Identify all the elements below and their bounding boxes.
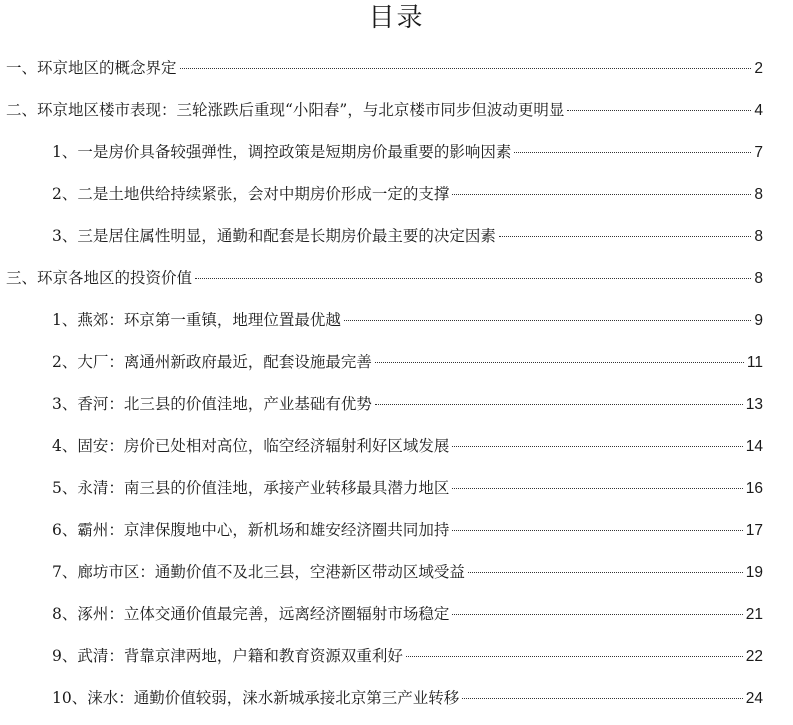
toc-entry-page: 24 — [745, 690, 763, 707]
toc-entry-label: 2、大厂：离通州新政府最近，配套设施最完善 — [52, 353, 372, 371]
toc-entry[interactable] — [6, 58, 763, 79]
toc-entry[interactable] — [52, 520, 763, 541]
toc-entry-page: 19 — [745, 564, 763, 581]
dot-leader — [452, 488, 742, 489]
dot-leader — [567, 110, 751, 111]
toc-entry-page: 17 — [745, 522, 763, 539]
toc-entry-page: 8 — [754, 186, 763, 203]
toc-entry[interactable] — [6, 268, 763, 289]
toc-entry-page: 22 — [745, 648, 763, 665]
toc-entry-label: 2、二是土地供给持续紧张，会对中期房价形成一定的支撑 — [52, 185, 450, 203]
toc-title: 目录 — [368, 3, 425, 33]
dot-leader — [499, 236, 752, 237]
toc-entry[interactable] — [52, 604, 763, 625]
dot-leader — [514, 152, 751, 153]
toc-entry[interactable] — [52, 142, 763, 163]
toc-entry-label: 1、一是房价具备较强弹性，调控政策是短期房价最重要的影响因素 — [52, 143, 512, 161]
toc-entry[interactable] — [52, 184, 763, 205]
dot-leader — [195, 278, 751, 279]
toc-entry[interactable] — [52, 394, 763, 415]
toc-entry-label: 二、环京地区楼市表现：三轮涨跌后重现“小阳春”，与北京楼市同步但波动更明显 — [6, 101, 565, 119]
toc-entry-label: 7、廊坊市区：通勤价值不及北三县，空港新区带动区域受益 — [52, 563, 465, 581]
dot-leader — [375, 362, 744, 363]
dot-leader — [180, 68, 752, 69]
toc-entry-label: 5、永清：南三县的价值洼地，承接产业转移最具潜力地区 — [52, 479, 450, 497]
toc-entry-page: 8 — [754, 228, 763, 245]
toc-entry-page: 2 — [754, 60, 763, 77]
dot-leader — [468, 572, 743, 573]
toc-entry-page: 11 — [746, 354, 763, 371]
toc-entry-page: 9 — [754, 312, 763, 329]
dot-leader — [375, 404, 743, 405]
toc-entry-page: 4 — [754, 102, 763, 119]
dot-leader — [452, 446, 742, 447]
toc-entry[interactable] — [52, 352, 763, 373]
toc-entry-label: 6、霸州：京津保腹地中心，新机场和雄安经济圈共同加持 — [52, 521, 450, 539]
dot-leader — [344, 320, 752, 321]
dot-leader — [452, 614, 742, 615]
dot-leader — [462, 698, 743, 699]
toc-entry-label: 一、环京地区的概念界定 — [6, 59, 177, 77]
toc-entry[interactable] — [52, 562, 763, 583]
toc-entry-label: 8、涿州：立体交通价值最完善，远离经济圈辐射市场稳定 — [52, 605, 450, 623]
toc-entry-label: 4、固安：房价已处相对高位，临空经济辐射利好区域发展 — [52, 437, 450, 455]
toc-entry-page: 7 — [754, 144, 763, 161]
toc-entry-label: 9、武清：背靠京津两地，户籍和教育资源双重利好 — [52, 647, 403, 665]
toc-entry[interactable] — [52, 478, 763, 499]
toc-entry[interactable] — [52, 646, 763, 667]
dot-leader — [406, 656, 743, 657]
toc-entry-page: 21 — [745, 606, 763, 623]
toc-entry-label: 三、环京各地区的投资价值 — [6, 269, 193, 287]
dot-leader — [452, 530, 742, 531]
toc-entry[interactable] — [52, 688, 763, 709]
toc-entry-label: 1、燕郊：环京第一重镇，地理位置最优越 — [52, 311, 341, 329]
toc-entry-page: 16 — [745, 480, 763, 497]
toc-entry-page: 14 — [745, 438, 763, 455]
toc-entry-label: 10、涞水：通勤价值较弱，涞水新城承接北京第三产业转移 — [52, 689, 460, 707]
toc-entry-label: 3、香河：北三县的价值洼地，产业基础有优势 — [52, 395, 372, 413]
toc-entry[interactable] — [52, 226, 763, 247]
toc-entry-page: 13 — [745, 396, 763, 413]
toc-entry-page: 8 — [754, 270, 763, 287]
toc-entry[interactable] — [52, 310, 763, 331]
toc-entry-label: 3、三是居住属性明显，通勤和配套是长期房价最主要的决定因素 — [52, 227, 496, 245]
toc-entry[interactable] — [6, 100, 763, 121]
toc-entry[interactable] — [52, 436, 763, 457]
dot-leader — [452, 194, 751, 195]
